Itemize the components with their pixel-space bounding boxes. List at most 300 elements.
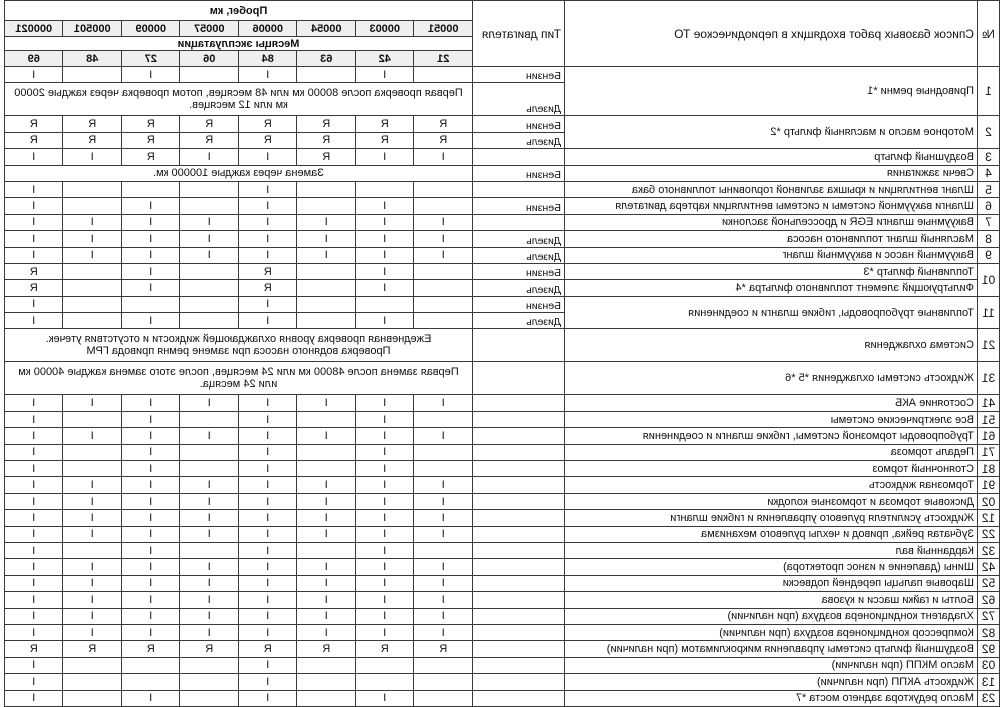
inspect-mark: I (239, 67, 298, 83)
table-row (4, 280, 999, 296)
empty-cell (63, 313, 122, 329)
replace-mark: R (122, 149, 181, 165)
inspect-mark: I (180, 477, 239, 493)
inspect-mark: I (122, 263, 181, 279)
month-header-cell (63, 51, 122, 67)
engine-type (473, 181, 565, 197)
mileage-header-cell (180, 21, 239, 37)
inspect-mark: I (4, 296, 63, 312)
row-number: 7 (978, 214, 1000, 230)
empty-cell (297, 181, 356, 197)
inspect-mark: I (4, 198, 63, 214)
inspect-mark: I (356, 395, 415, 411)
inspect-mark: I (239, 149, 298, 165)
table-row (4, 542, 999, 558)
inspect-mark: I (122, 247, 181, 263)
inspect-mark: I (180, 428, 239, 444)
inspect-mark: I (63, 247, 122, 263)
empty-cell (63, 674, 122, 690)
engine-type: Бензин (473, 116, 565, 132)
inspect-mark: I (356, 149, 415, 165)
inspect-mark: I (4, 559, 63, 575)
replace-mark: R (239, 641, 298, 657)
empty-cell (180, 461, 239, 477)
table-row (4, 510, 999, 526)
inspect-mark: I (122, 280, 181, 296)
work-item-name: Хладагент кондиционера воздуха (при наличии) (565, 608, 978, 624)
inspect-mark: I (63, 608, 122, 624)
replace-mark: R (239, 280, 298, 296)
inspect-mark: I (122, 690, 181, 706)
replace-mark: R (297, 116, 356, 132)
work-item-name: Жидкость усилителя рулевого управления и гибкие шланги (565, 510, 978, 526)
inspect-mark: I (297, 575, 356, 591)
empty-cell (180, 296, 239, 312)
table-body (4, 67, 999, 707)
inspect-mark: I (297, 592, 356, 608)
table-row (4, 493, 999, 509)
inspect-mark: I (63, 526, 122, 542)
inspect-mark: I (356, 263, 415, 279)
inspect-mark: I (63, 477, 122, 493)
inspect-mark: I (414, 395, 473, 411)
inspect-mark: I (4, 510, 63, 526)
work-item-name: Карданный вал (565, 542, 978, 558)
table-row (4, 181, 999, 197)
inspect-mark: I (122, 526, 181, 542)
row-number: 25 (978, 575, 1000, 591)
row-number: 5 (978, 181, 1000, 197)
empty-cell (297, 67, 356, 83)
inspect-mark: I (4, 493, 63, 509)
inspect-mark: I (239, 313, 298, 329)
table-row (4, 444, 999, 460)
work-item-name: Тормозная жидкость (565, 477, 978, 493)
inspect-mark: I (122, 461, 181, 477)
engine-type (473, 149, 565, 165)
table-row (4, 477, 999, 493)
inspect-mark: I (414, 214, 473, 230)
mileage-header-cell (4, 21, 63, 37)
empty-cell (180, 181, 239, 197)
inspect-mark: I (239, 624, 298, 640)
engine-type (473, 329, 565, 362)
empty-cell (180, 313, 239, 329)
empty-cell (297, 263, 356, 279)
row-number: 9 (978, 247, 1000, 263)
row-number: 18 (978, 461, 1000, 477)
inspect-mark: I (4, 608, 63, 624)
inspect-mark: I (414, 247, 473, 263)
engine-type: Бензин (473, 296, 565, 312)
work-item-name: Стояночный тормоз (565, 461, 978, 477)
empty-cell (63, 198, 122, 214)
inspect-mark: I (356, 608, 415, 624)
inspect-mark: I (239, 559, 298, 575)
inspect-mark: I (356, 575, 415, 591)
empty-cell (122, 674, 181, 690)
row-number: 22 (978, 526, 1000, 542)
work-item-name: Система охлаждения (565, 329, 978, 362)
inspect-mark: I (180, 510, 239, 526)
inspect-mark: I (297, 608, 356, 624)
inspect-mark: I (122, 428, 181, 444)
inspect-mark: I (297, 428, 356, 444)
engine-type: Бензин (473, 165, 565, 181)
inspect-mark: I (356, 690, 415, 706)
inspect-mark: I (122, 67, 181, 83)
work-item-name: Вакуумные шланги EGR и дроссельной заслонки (565, 214, 978, 230)
empty-cell (63, 657, 122, 673)
empty-cell (180, 263, 239, 279)
inspect-mark: I (239, 674, 298, 690)
inspect-mark: I (122, 592, 181, 608)
month-value: 60 (203, 52, 216, 65)
month-value: 84 (86, 52, 99, 65)
inspect-mark: I (180, 149, 239, 165)
header-num: № (978, 1, 1000, 67)
row-number: 27 (978, 608, 1000, 624)
inspect-mark: I (297, 247, 356, 263)
row-number: 15 (978, 411, 1000, 427)
empty-cell (63, 411, 122, 427)
inspect-mark: I (356, 592, 415, 608)
inspect-mark: I (297, 510, 356, 526)
inspect-mark: I (239, 461, 298, 477)
inspect-mark: I (63, 214, 122, 230)
inspect-mark: I (356, 559, 415, 575)
engine-type: Бензин (473, 198, 565, 214)
inspect-mark: I (239, 247, 298, 263)
row-number: 16 (978, 428, 1000, 444)
inspect-mark: I (356, 444, 415, 460)
inspect-mark: I (180, 575, 239, 591)
inspect-mark: I (356, 526, 415, 542)
inspect-mark: I (297, 526, 356, 542)
inspect-mark: I (122, 313, 181, 329)
inspect-mark: I (414, 575, 473, 591)
inspect-mark: I (4, 428, 63, 444)
inspect-mark: I (414, 510, 473, 526)
replace-mark: R (414, 116, 473, 132)
inspect-mark: I (239, 444, 298, 460)
inspect-mark: I (356, 542, 415, 558)
empty-cell (297, 657, 356, 673)
engine-type (473, 477, 565, 493)
engine-type (473, 395, 565, 411)
inspect-mark: I (180, 231, 239, 247)
inspect-mark: I (297, 559, 356, 575)
engine-type (473, 592, 565, 608)
row-number: 8 (978, 231, 1000, 247)
work-item-name: Состояние АКБ (565, 395, 978, 411)
work-item-name: Болты и гайки шасси и кузова (565, 592, 978, 608)
replace-mark: R (4, 116, 63, 132)
inspect-mark: I (4, 395, 63, 411)
inspect-mark: I (414, 231, 473, 247)
inspect-mark: I (414, 592, 473, 608)
engine-type (473, 362, 565, 395)
table-row (4, 526, 999, 542)
inspect-mark: I (239, 411, 298, 427)
work-item-name: Топливный фильтр *3 (565, 263, 978, 279)
engine-type (473, 657, 565, 673)
table-row (4, 231, 999, 247)
engine-type: Бензин (473, 263, 565, 279)
empty-cell (297, 674, 356, 690)
mileage-value: 45000 (310, 22, 342, 35)
empty-cell (63, 542, 122, 558)
inspect-mark: I (356, 247, 415, 263)
empty-cell (297, 542, 356, 558)
inspect-mark: I (4, 624, 63, 640)
table-row (4, 559, 999, 575)
mileage-value: 75000 (193, 22, 225, 35)
inspect-mark: I (122, 231, 181, 247)
mileage-value: 105000 (73, 22, 111, 35)
inspect-mark: I (122, 542, 181, 558)
inspect-mark: I (122, 214, 181, 230)
inspect-mark: I (122, 608, 181, 624)
inspect-mark: I (356, 624, 415, 640)
table-row (4, 657, 999, 673)
table-row (4, 592, 999, 608)
mileage-header-cell (122, 21, 181, 37)
inspect-mark: I (239, 493, 298, 509)
inspect-mark: I (180, 214, 239, 230)
row-number: 3 (978, 149, 1000, 165)
table-row (4, 329, 999, 362)
inspect-mark: I (122, 395, 181, 411)
row-number: 21 (978, 510, 1000, 526)
engine-type (473, 444, 565, 460)
row-number: 6 (978, 198, 1000, 214)
table-row (4, 247, 999, 263)
empty-cell (297, 313, 356, 329)
empty-cell (414, 198, 473, 214)
empty-cell (297, 690, 356, 706)
table-row (4, 575, 999, 591)
inspect-mark: I (4, 231, 63, 247)
engine-type (473, 674, 565, 690)
mileage-header-cell (239, 21, 298, 37)
inspect-mark: I (356, 493, 415, 509)
inspect-mark: I (122, 559, 181, 575)
replace-mark: R (122, 116, 181, 132)
inspect-mark: I (356, 477, 415, 493)
row-number: 24 (978, 559, 1000, 575)
engine-type: Дизель (473, 83, 565, 116)
replace-mark: R (414, 132, 473, 148)
empty-cell (297, 280, 356, 296)
inspect-mark: I (297, 395, 356, 411)
month-value: 36 (320, 52, 333, 65)
row-number: 31 (978, 674, 1000, 690)
inspect-mark: I (180, 592, 239, 608)
mileage-value: 90000 (135, 22, 167, 35)
row-number: 2 (978, 116, 1000, 149)
engine-type (473, 575, 565, 591)
inspect-mark: I (4, 526, 63, 542)
empty-cell (356, 674, 415, 690)
empty-cell (180, 67, 239, 83)
inspect-mark: I (239, 575, 298, 591)
empty-cell (356, 657, 415, 673)
inspect-mark: I (63, 231, 122, 247)
inspect-mark: I (414, 428, 473, 444)
replace-mark: R (180, 116, 239, 132)
engine-type: Дизель (473, 247, 565, 263)
empty-cell (414, 657, 473, 673)
inspect-mark: I (356, 280, 415, 296)
inspect-mark: I (239, 690, 298, 706)
row-number: 26 (978, 592, 1000, 608)
empty-cell (297, 444, 356, 460)
month-value: 48 (261, 52, 274, 65)
row-number: 1 (978, 67, 1000, 116)
inspect-mark: I (4, 411, 63, 427)
inspect-mark: I (4, 690, 63, 706)
table-row (4, 461, 999, 477)
inspect-mark: I (180, 624, 239, 640)
inspect-mark: I (180, 493, 239, 509)
work-item-name: Жидкость АКПП (при наличии) (565, 674, 978, 690)
empty-cell (414, 313, 473, 329)
replace-mark: R (122, 132, 181, 148)
inspect-mark: I (63, 395, 122, 411)
empty-cell (356, 296, 415, 312)
empty-cell (297, 198, 356, 214)
empty-cell (63, 181, 122, 197)
month-header-cell (180, 51, 239, 67)
engine-type (473, 411, 565, 427)
inspect-mark: I (356, 67, 415, 83)
inspect-mark: I (122, 575, 181, 591)
row-number: 30 (978, 657, 1000, 673)
engine-type: Дизель (473, 280, 565, 296)
inspect-mark: I (297, 214, 356, 230)
inspect-mark: I (63, 149, 122, 165)
empty-cell (63, 461, 122, 477)
work-item-name: Свечи зажигания (565, 165, 978, 181)
inspect-mark: I (356, 411, 415, 427)
inspect-mark: I (239, 214, 298, 230)
table-row (4, 641, 999, 657)
replace-mark: R (414, 641, 473, 657)
empty-cell (414, 296, 473, 312)
engine-type (473, 526, 565, 542)
row-number: 23 (978, 542, 1000, 558)
replace-mark: R (356, 116, 415, 132)
table-row (4, 428, 999, 444)
replace-mark: R (180, 641, 239, 657)
table-row (4, 608, 999, 624)
mileage-header-cell (356, 21, 415, 37)
month-value: 96 (27, 52, 40, 65)
inspect-mark: I (4, 181, 63, 197)
table-row (4, 411, 999, 427)
engine-type (473, 510, 565, 526)
engine-type (473, 559, 565, 575)
inspect-mark: I (239, 477, 298, 493)
inspect-mark: I (4, 657, 63, 673)
table-row (4, 263, 999, 279)
work-item-name: Дисковые тормоза и тормозные колодки (565, 493, 978, 509)
inspect-mark: I (4, 674, 63, 690)
inspect-mark: I (122, 444, 181, 460)
empty-cell (297, 461, 356, 477)
inspect-mark: I (4, 575, 63, 591)
inspect-mark: I (180, 395, 239, 411)
empty-cell (297, 296, 356, 312)
mileage-value: 120000 (15, 22, 53, 35)
inspect-mark: I (63, 510, 122, 526)
schedule-note: Ежедневная проверка уровня охлаждающей жидкости и отсутствия утечек. Проверка водяного насоса при замене ремня привода ГРМ (4, 329, 472, 362)
engine-type (473, 214, 565, 230)
inspect-mark: I (239, 181, 298, 197)
engine-type (473, 641, 565, 657)
table-row (4, 165, 999, 181)
empty-cell (180, 444, 239, 460)
replace-mark: R (63, 132, 122, 148)
inspect-mark: I (4, 444, 63, 460)
row-number: 4 (978, 165, 1000, 181)
inspect-mark: I (4, 247, 63, 263)
header-engine-type: Тип двигателя (473, 1, 565, 67)
inspect-mark: I (122, 624, 181, 640)
inspect-mark: I (356, 231, 415, 247)
work-item-name: Жидкость системы охлаждения *5 *6 (565, 362, 978, 395)
table-row (4, 296, 999, 312)
work-item-name: Воздушный фильтр (565, 149, 978, 165)
empty-cell (122, 296, 181, 312)
engine-type (473, 624, 565, 640)
replace-mark: R (356, 641, 415, 657)
inspect-mark: I (414, 608, 473, 624)
empty-cell (122, 181, 181, 197)
empty-cell (180, 674, 239, 690)
engine-type (473, 493, 565, 509)
inspect-mark: I (122, 477, 181, 493)
inspect-mark: I (4, 542, 63, 558)
inspect-mark: I (356, 428, 415, 444)
inspect-mark: I (356, 313, 415, 329)
month-header-cell (356, 51, 415, 67)
inspect-mark: I (356, 510, 415, 526)
empty-cell (414, 280, 473, 296)
empty-cell (63, 280, 122, 296)
table-row (4, 690, 999, 706)
inspect-mark: I (63, 493, 122, 509)
work-item-name: Воздушный фильтр системы управления микроклиматом (при наличии) (565, 641, 978, 657)
replace-mark: R (180, 132, 239, 148)
work-item-name: Топливные трубопроводы, гибкие шланги и соединения (565, 296, 978, 329)
inspect-mark: I (239, 231, 298, 247)
empty-cell (297, 411, 356, 427)
inspect-mark: I (180, 247, 239, 263)
empty-cell (414, 67, 473, 83)
inspect-mark: I (414, 624, 473, 640)
empty-cell (180, 411, 239, 427)
engine-type: Дизель (473, 132, 565, 148)
table-row (4, 395, 999, 411)
inspect-mark: I (239, 657, 298, 673)
replace-mark: R (4, 280, 63, 296)
replace-mark: R (63, 116, 122, 132)
schedule-note: Замена через каждые 100000 км. (4, 165, 472, 181)
empty-cell (180, 690, 239, 706)
engine-type: Дизель (473, 313, 565, 329)
